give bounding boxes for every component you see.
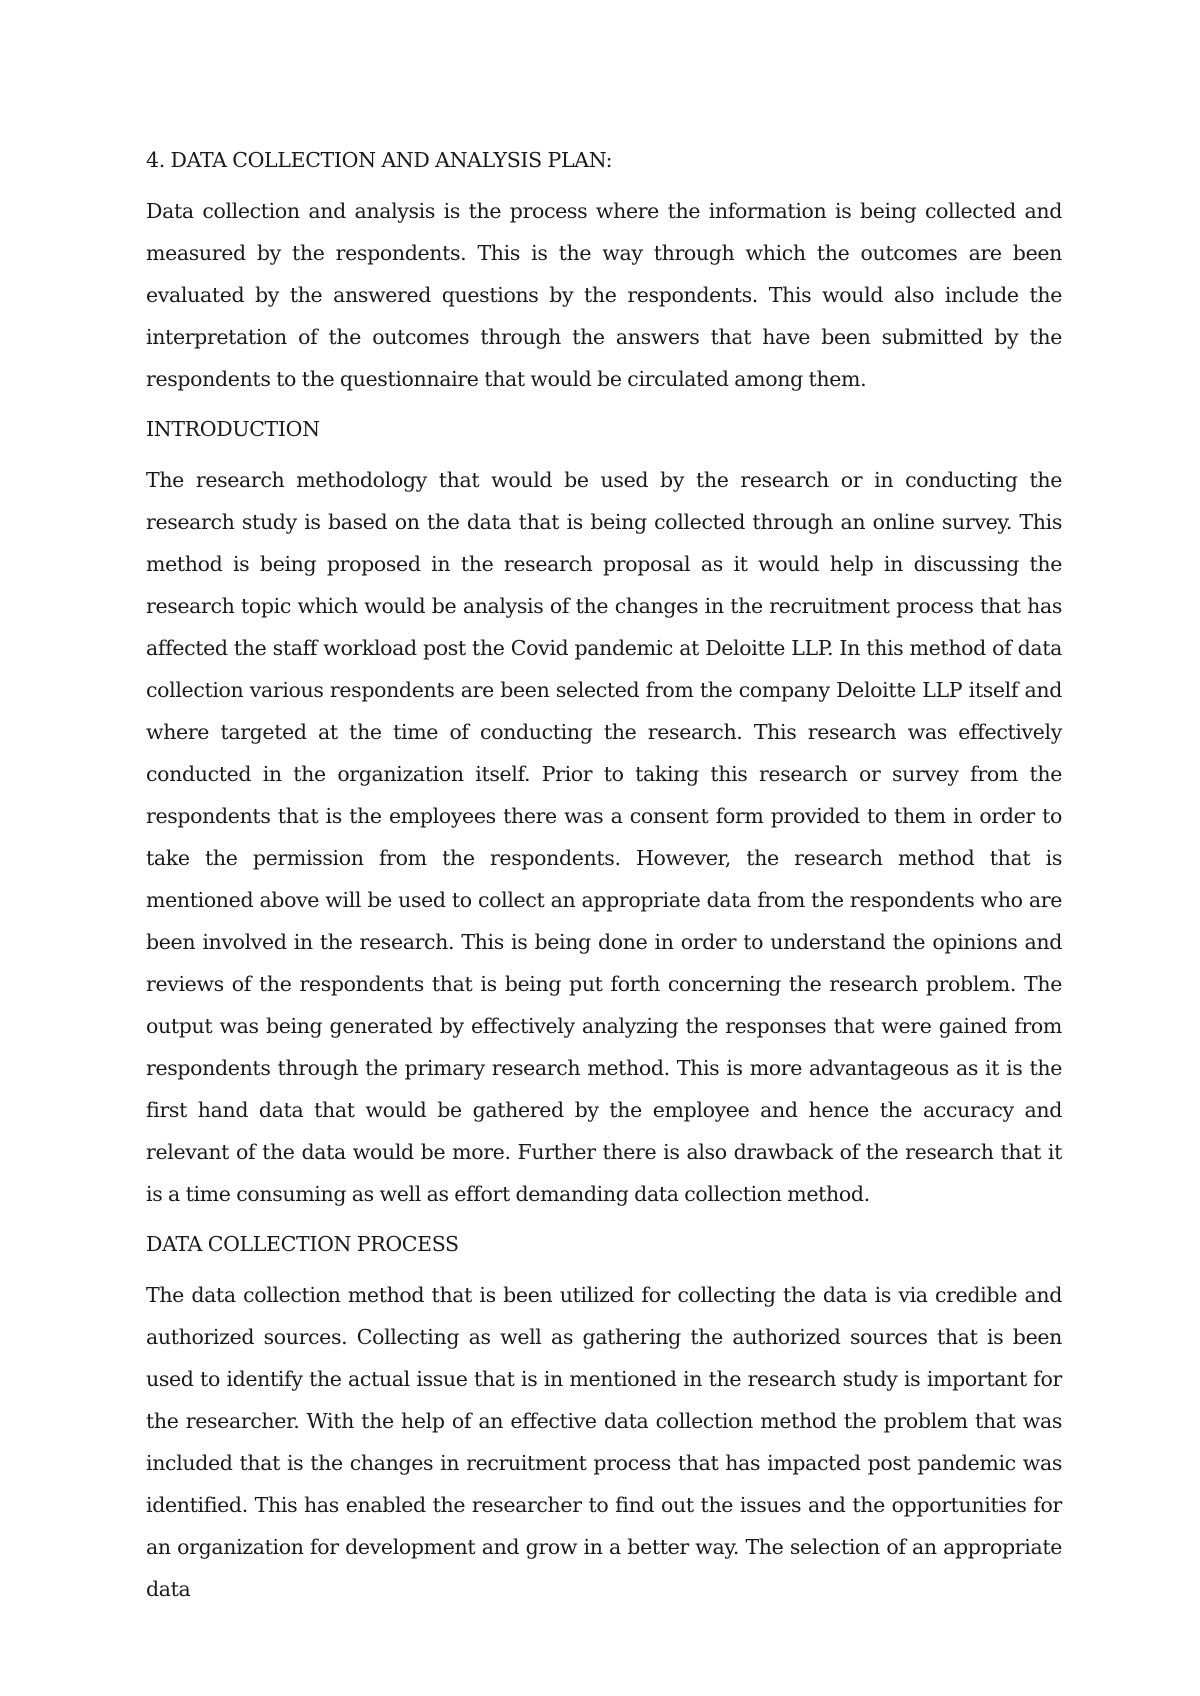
section-heading-data-collection-process: DATA COLLECTION PROCESS	[146, 1232, 459, 1256]
section-paragraph-data-collection-plan: Data collection and analysis is the process where the information is being collected and measured by the respondents. This is the way through which the outcomes are been evaluated by the answered questions by the respondents. This would also include the interpretation of the outcomes through the answers that have been submitted by the respondents to the questionnaire that would be circulated among them.	[146, 199, 1062, 391]
document-body	[146, 145, 1062, 1610]
section-heading-data-collection-plan: 4. DATA COLLECTION AND ANALYSIS PLAN:	[146, 148, 613, 172]
section-heading-introduction: INTRODUCTION	[146, 417, 320, 441]
section-paragraph-introduction: The research methodology that would be used by the research or in conducting the research study is based on the data that is being collected through an online survey. This method is being proposed in the research proposal as it would help in discussing the research topic which would be analysis of the changes in the recruitment process that has affected the staff workload post the Covid pandemic at Deloitte LLP. In this method of data collection various respondents are been selected from the company Deloitte LLP itself and where targeted at the time of conducting the research. This research was effectively conducted in the organization itself. Prior to taking this research or survey from the respondents that is the employees there was a consent form provided to them in order to take the permission from the respondents. However, the research method that is mentioned above will be used to collect an appropriate data from the respondents who are been involved in the research. This is being done in order to understand the opinions and reviews of the respondents that is being put forth concerning the research problem. The output was being generated by effectively analyzing the responses that were gained from respondents through the primary research method. This is more advantageous as it is the first hand data that would be gathered by the employee and hence the accuracy and relevant of the data would be more. Further there is also drawback of the research that it is a time consuming as well as effort demanding data collection method.	[146, 468, 1062, 1206]
section-paragraph-data-collection-process: The data collection method that is been utilized for collecting the data is via credible and authorized sources. Collecting as well as gathering the authorized sources that is been used to identify the actual issue that is in mentioned in the research study is important for the researcher. With the help of an effective data collection method the problem that was included that is the changes in recruitment process that has impacted post pandemic was identified. This has enabled the researcher to find out the issues and the opportunities for an organization for development and grow in a better way. The selection of an appropriate data	[146, 1283, 1062, 1601]
